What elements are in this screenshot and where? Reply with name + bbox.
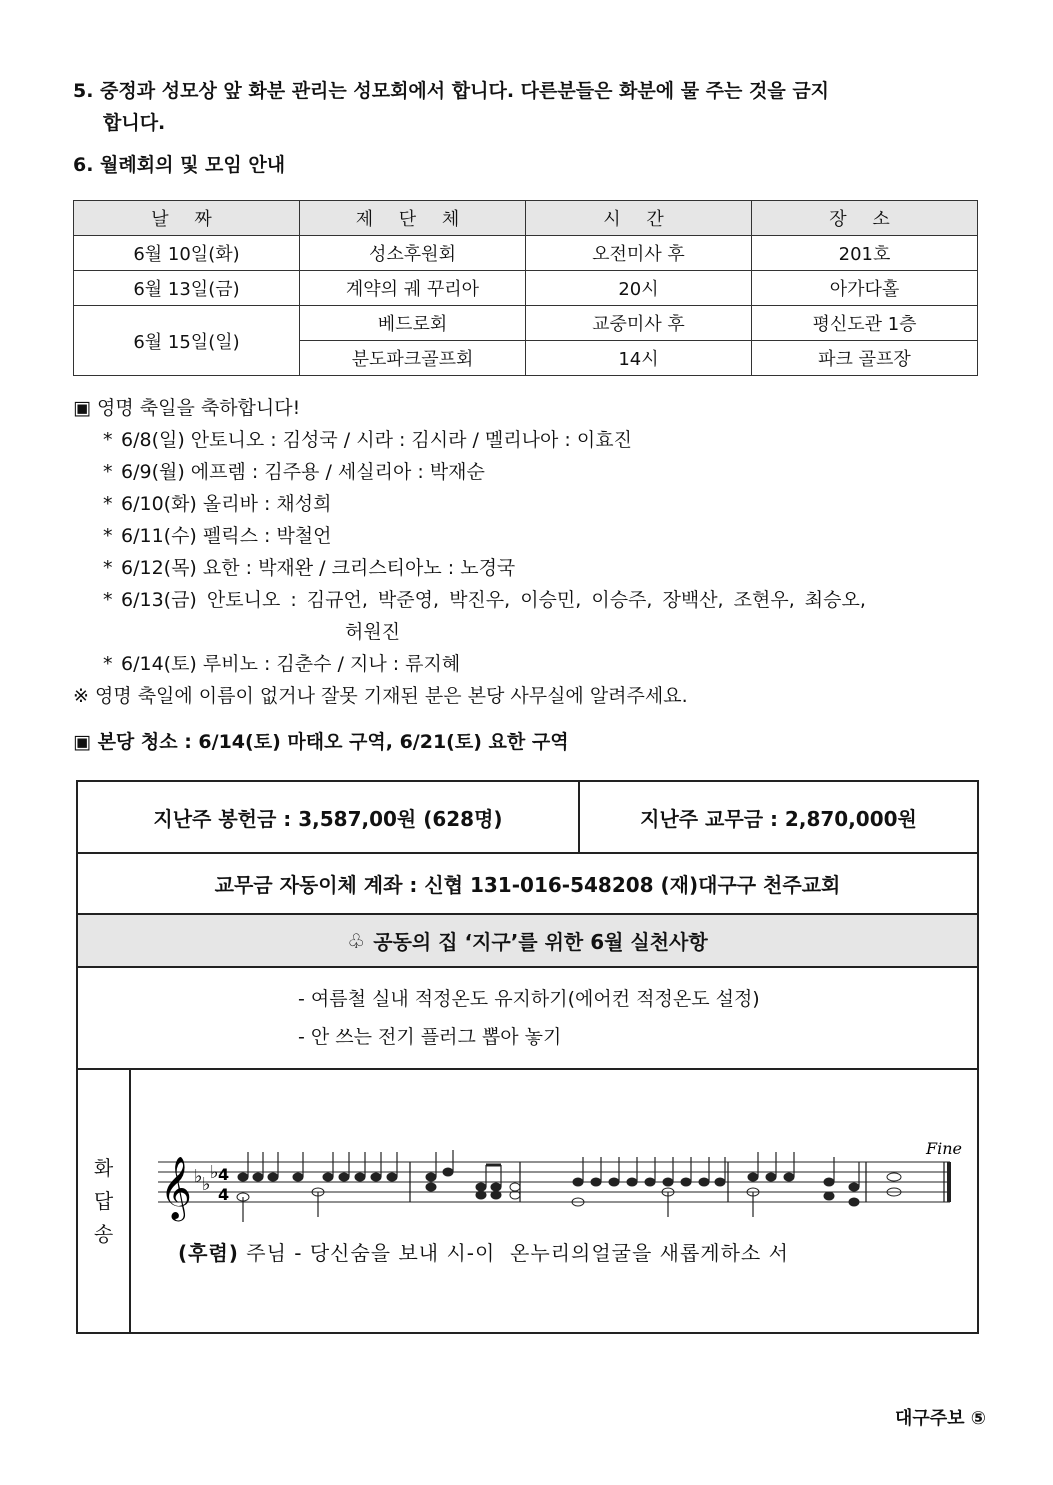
account-row [78, 854, 977, 915]
psalm-label-char: 화 [93, 1155, 114, 1180]
offering-text: 지난주 봉헌금 : 3,587,00원 (628명) [153, 806, 503, 831]
cell-group: 성소후원회 [300, 236, 526, 271]
feast-section [73, 392, 993, 712]
time-signature-top: 4 [218, 1165, 230, 1184]
cleaning-notice: ▣ 본당 청소 : 6/14(토) 마태오 구역, 6/21(토) 요한 구역 [73, 731, 569, 753]
feast-item [73, 456, 993, 488]
header-date: 날 짜 [74, 201, 300, 236]
meeting-table [73, 200, 978, 376]
asterisk-icon: * [103, 557, 113, 579]
feast-text: 6/13(금) 안토니오 : 김규언, 박준영, 박진우, 이승민, 이승주, 장백산, 조현우, 최승오, [121, 589, 866, 611]
music-score [148, 1132, 968, 1232]
feast-item [73, 648, 993, 680]
cell-time: 14시 [526, 341, 752, 376]
notice-item-5-line1: 5. 중정과 성모상 앞 화분 관리는 성모회에서 합니다. 다른분들은 화분에 물 주는 것을 금지 [73, 80, 830, 102]
table-header-row [74, 201, 978, 236]
practice-item: - 안 쓰는 전기 플러그 뽑아 놓기 [298, 1026, 562, 1048]
asterisk-icon: * [103, 461, 113, 483]
feast-item [73, 424, 993, 456]
practice-items-row [78, 968, 977, 1070]
feast-item [73, 488, 993, 520]
asterisk-icon: * [103, 525, 113, 547]
cell-time: 20시 [526, 271, 752, 306]
time-signature-bottom: 4 [218, 1185, 230, 1204]
feast-text: 6/11(수) 펠릭스 : 박철언 [121, 525, 332, 547]
practice-title: 공동의 집 ‘지구’를 위한 6월 실천사항 [373, 930, 708, 954]
info-box [76, 780, 979, 1334]
psalm-label-char: 송 [93, 1221, 114, 1246]
dues-cell [580, 782, 977, 852]
flat-icon: ♭ [202, 1174, 211, 1195]
page-footer: 대구주보 ⑤ [894, 1408, 986, 1429]
cell-group: 계약의 궤 꾸리아 [300, 271, 526, 306]
cell-place: 아가다홀 [752, 271, 978, 306]
table-row [74, 236, 978, 271]
cell-group: 베드로회 [300, 306, 526, 341]
feast-text: 6/12(목) 요한 : 박재완 / 크리스티아노 : 노경국 [121, 557, 516, 579]
notice-item-6-title: 6. 월례회의 및 모임 안내 [73, 154, 286, 176]
header-place: 장 소 [752, 201, 978, 236]
refrain-label: (후렴) [178, 1241, 239, 1265]
notes [237, 1168, 901, 1206]
feast-item-continuation: 허원진 [345, 621, 401, 643]
feast-item [73, 552, 993, 584]
feast-note: ※ 영명 축일에 이름이 없거나 잘못 기재된 분은 본당 사무실에 알려주세요. [73, 685, 688, 707]
practice-title-row [78, 915, 977, 968]
asterisk-icon: * [103, 493, 113, 515]
cell-date: 6월 15일(일) [74, 306, 300, 376]
cell-date: 6월 10일(화) [74, 236, 300, 271]
table-row [74, 306, 978, 341]
header-time: 시 간 [526, 201, 752, 236]
feast-title: ▣ 영명 축일을 축하합니다! [73, 397, 301, 419]
feast-item [73, 520, 993, 552]
cell-place: 201호 [752, 236, 978, 271]
notice-item-5-line2: 합니다. [103, 112, 166, 134]
practice-item: - 여름철 실내 적정온도 유지하기(에어컨 적정온도 설정) [298, 988, 760, 1010]
note-stems [243, 1150, 859, 1222]
cell-date: 6월 13일(금) [74, 271, 300, 306]
dues-text: 지난주 교무금 : 2,870,000원 [640, 806, 917, 831]
psalm-label [78, 1070, 131, 1332]
feast-text: 6/10(화) 올리바 : 채성희 [121, 493, 332, 515]
table-row [74, 271, 978, 306]
flat-icon: ♭ [210, 1162, 219, 1183]
asterisk-icon: * [103, 589, 113, 611]
cell-time: 교중미사 후 [526, 306, 752, 341]
cell-place: 평신도관 1층 [752, 306, 978, 341]
cell-group: 분도파크골프회 [300, 341, 526, 376]
finance-row [78, 782, 977, 854]
psalm-label-char: 답 [93, 1188, 114, 1213]
treble-clef-icon: 𝄞 [160, 1156, 192, 1219]
fine-mark: Fine [926, 1139, 962, 1158]
asterisk-icon: * [103, 653, 113, 675]
header-group: 제 단 체 [300, 201, 526, 236]
offering-cell [78, 782, 580, 852]
lyrics-text: 주님 - 당신숨을 보내 시-이 온누리의얼굴을 새롭게하소 서 [238, 1241, 789, 1265]
cell-time: 오전미사 후 [526, 236, 752, 271]
account-text: 교무금 자동이체 계좌 : 신협 131-016-548208 (재)대구구 천주교회 [214, 873, 841, 897]
feast-text: 6/9(월) 에프렘 : 김주용 / 세실리아 : 박재순 [121, 461, 485, 483]
cell-place: 파크 골프장 [752, 341, 978, 376]
feast-text: 6/14(토) 루비노 : 김춘수 / 지나 : 류지혜 [121, 653, 461, 675]
club-icon: ♧ [347, 928, 366, 953]
feast-item [73, 584, 993, 616]
flat-icon: ♭ [194, 1166, 203, 1187]
asterisk-icon: * [103, 429, 113, 451]
feast-text: 6/8(일) 안토니오 : 김성국 / 시라 : 김시라 / 멜리나아 : 이효진 [121, 429, 632, 451]
psalm-lyrics [178, 1237, 789, 1266]
